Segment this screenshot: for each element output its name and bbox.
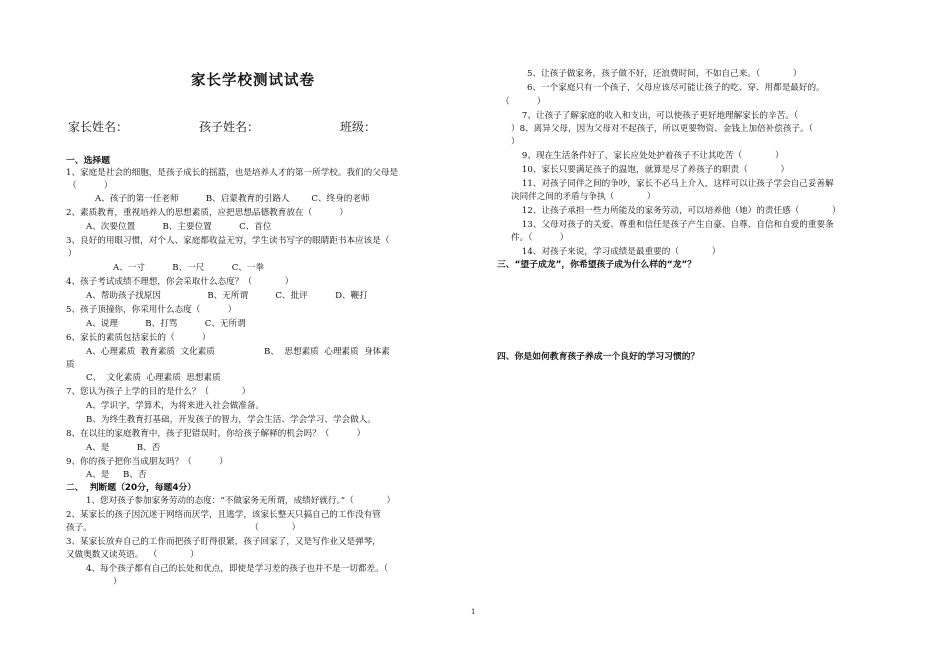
question-line: 13、父母对孩子的关爱、尊重和信任是孩子产生自豪、自尊、自信和自爱的重要条 [511, 220, 834, 230]
question-line: C、 文化素质 心理素质 思想素质 [86, 373, 221, 383]
question-line: 9、你的孩子把你当成朋友吗？（ ） [66, 457, 228, 467]
question-line: A、孩子的第一任老师 B、启蒙教育的引路人 C、终身的老师 [95, 194, 370, 204]
question-line: 1、家庭是社会的细胞，是孩子成长的摇篮，也是培养人才的第一所学校。我们的父母是 [66, 168, 399, 178]
question-line: （ ） [501, 97, 546, 107]
question-line: 10、家长只要满足孩子的温饱，就算是尽了养孩子的职责（ ） [511, 165, 790, 175]
question-line: ）8、离异父母，因为父母对不起孩子，所以更要物资、金钱上加倍补偿孩子。（ [511, 124, 813, 134]
section-heading: 四、你是如何教育孩子养成一个良好的学习习惯的？ [497, 352, 700, 362]
question-line: 5、让孩子做家务，孩子做不好，还浪费时间，不如自己来。（ ） [527, 69, 802, 79]
title: 家长学校测试试卷 [191, 72, 315, 89]
question-line: A、是 B、否 [86, 470, 147, 480]
question-line: 又做奥数又读英语。 （ ） [66, 550, 199, 560]
question-line: 7、您认为孩子上学的目的是什么？（ ） [66, 387, 251, 397]
question-line: 5、孩子顶撞你，你采用什么态度（ ） [66, 305, 237, 315]
question-line: 1、您对孩子参加家务劳动的态度：“不做家务无所谓，成绩好就行。”（ ） [86, 496, 396, 506]
question-line: （ ） [68, 181, 113, 191]
question-line: A、帮助孩子找原因 B、无所谓 C、批评 D、鞭打 [86, 291, 368, 301]
question-line: 8、在以往的家庭教育中，孩子犯错误时，你给孩子解释的机会吗？（ ） [66, 429, 366, 439]
question-line: A、说理 B、打骂 C、无所谓 [86, 319, 246, 329]
question-line: ） [511, 137, 520, 147]
parent-name-label: 家长姓名： [68, 120, 129, 134]
question-line: B、为终生教育打基础，开发孩子的智力，学会生活、学会学习、学会做人。 [86, 415, 376, 425]
question-line: 7、让孩子了解家庭的收入和支出，可以使孩子更好地理解家长的辛苦。（ [511, 111, 799, 121]
question-line: 质 [66, 360, 75, 370]
question-line: 3、某家长放弃自己的工作而把孩子盯得很紧，孩子回家了，又是写作业又是弹琴， [66, 537, 381, 547]
question-line: A、学识字，学算术，为将来进入社会做准备。 [86, 401, 265, 411]
question-line: ） [113, 577, 122, 587]
question-line: 14、对孩子来说，学习成绩是最重要的（ ） [511, 247, 721, 257]
question-line: 6、家长的素质包括家长的（ ） [66, 333, 211, 343]
question-line: 3、良好的用眼习惯，对个人、家庭都收益无穷，学生读书写字的眼睛距书本应该是（ [66, 236, 390, 246]
question-line: A、心理素质 教育素质 文化素质 B、 思想素质 心理素质 身体素 [86, 347, 390, 357]
question-line: 9、现在生活条件好了，家长应处处护着孩子不让其吃苦（ ） [511, 151, 784, 161]
question-line: 决同伴之间的矛盾与争执（ ） [511, 192, 656, 202]
question-line: 2、某家长的孩子因沉迷于网络而厌学，且逃学，该家长整天只搞自己的工作没有管 [66, 510, 381, 520]
question-line: 6、一个家庭只有一个孩子，父母应该尽可能让孩子的吃、穿、用都是最好的。 [527, 83, 825, 93]
question-line: A、次要位置 B、主要位置 C、首位 [86, 222, 272, 232]
class-label: 班级： [340, 120, 377, 134]
question-line: 孩子。 （ ） [66, 523, 301, 533]
question-line: A、是 B、否 [86, 443, 161, 453]
question-line: 12、让孩子承担一些力所能及的家务劳动，可以培养他（她）的责任感（ ） [511, 206, 841, 216]
page-number: 1 [471, 608, 476, 616]
child-name-label: 孩子姓名： [199, 120, 260, 134]
question-line: 2、素质教育，重视培养人的思想素质，应把思想品德教育放在（ ） [66, 208, 349, 218]
question-line: ） [68, 249, 77, 259]
section-heading: 三、“望子成龙”，你希望孩子成为什么样的“龙”？ [497, 260, 697, 270]
question-line: A、一寸 B、一尺 C、一拳 [113, 263, 265, 273]
section-heading: 一、选择题 [66, 156, 110, 166]
question-line: 件。（ ） [511, 233, 569, 243]
question-line: 4、每个孩子都有自己的长处和优点，即使是学习差的孩子也并不是一切都差。（ [86, 564, 388, 574]
question-line: 11、对孩子同伴之间的争吵，家长不必马上介入，这样可以让孩子学会自己妥善解 [511, 179, 834, 189]
section-heading: 二、 判断题（20分，每题4分） [66, 483, 197, 493]
question-line: 4、孩子考试成绩不理想，你会采取什么态度？（ ） [66, 277, 294, 287]
